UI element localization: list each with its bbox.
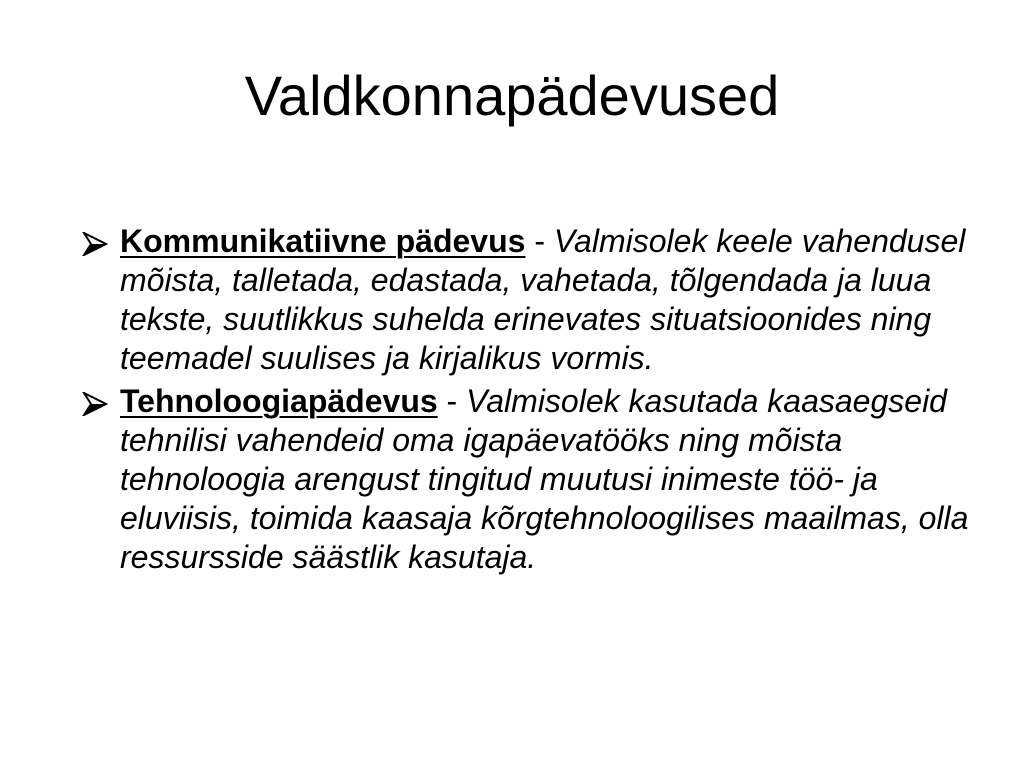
arrowhead-bullet-icon bbox=[82, 232, 108, 256]
bullet-list bbox=[82, 222, 1002, 581]
competence-term: Kommunikatiivne pädevus bbox=[120, 223, 526, 259]
arrowhead-bullet-icon bbox=[82, 392, 108, 416]
competence-term: Tehnoloogiapädevus bbox=[120, 383, 438, 419]
list-item-technology-competence bbox=[82, 382, 1002, 577]
slide-title: Valdkonnapädevused bbox=[244, 64, 780, 127]
term-separator: - bbox=[437, 383, 467, 419]
competence-definition: Valmisolek keele vahendusel mõista, talletada, edastada, vahetada, tõlgendada ja luua tekste, suutlikkus suhelda erinevates situatsioonides ning teemadel suulises ja kirjalikus vormis. bbox=[120, 223, 966, 376]
list-item-communicative-competence bbox=[82, 222, 1002, 378]
term-separator: - bbox=[525, 223, 554, 259]
competence-definition: Valmisolek kasutada kaasaegseid tehnilisi vahendeid oma igapäevatööks ning mõista tehnoloogia arengust tingitud muutusi inimeste töö- ja eluviisis, toimida kaasaja kõrgtehnoloogilises maailmas, olla ressursside säästlik kasutaja. bbox=[120, 383, 969, 575]
